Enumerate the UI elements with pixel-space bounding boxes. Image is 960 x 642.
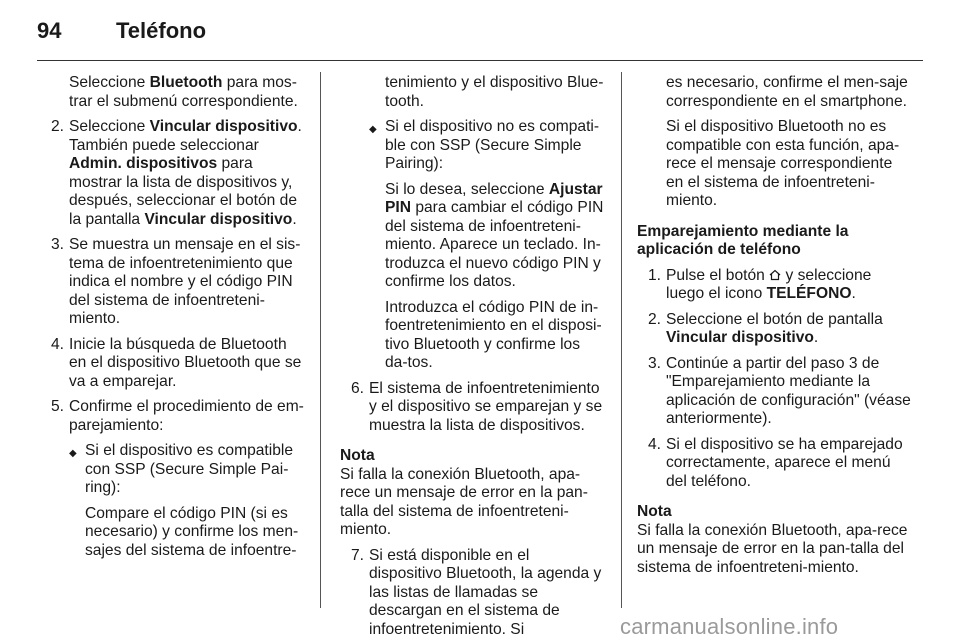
watermark: carmanualsonline.info <box>620 614 839 639</box>
header-divider <box>37 60 923 61</box>
app-step-4: 4. Si el dispositivo se ha emparejado correctamente, aparece el menú del teléfono. <box>647 435 903 490</box>
home-icon <box>769 268 781 280</box>
bullet-sub-text: Compare el código PIN (si es necesario) y confirme los men-sajes del sistema de infoentre- <box>85 504 299 559</box>
step-6: 6. El sistema de infoentretenimiento y el dispositivo se emparejan y se muestra la lista de dispositivos. <box>350 379 603 434</box>
note-title: Nota <box>637 503 672 520</box>
continued-text: es necesario, confirme el men-saje correspondiente en el smartphone. <box>666 74 908 110</box>
section-heading: Emparejamiento mediante la aplicación de teléfono <box>637 222 849 258</box>
app-step-1: 1. Pulse el botón y seleccione luego el icono TELÉFONO. <box>647 266 872 302</box>
page-header <box>0 0 960 62</box>
intro-paragraph: Seleccione Bluetooth para mos-trar el submenú correspondiente. <box>69 74 298 110</box>
note-title: Nota <box>340 447 375 464</box>
page-title: Teléfono <box>116 18 207 43</box>
app-step-3: 3. Continúe a partir del paso 3 de "Emparejamiento mediante la aplicación de configuración" (véase anteriormente). <box>647 354 911 427</box>
step-7: 7. Si está disponible en el dispositivo Bluetooth, la agenda y las listas de llamadas se descargan en el sistema de infoentretenimiento. Si <box>350 546 602 638</box>
page-number: 94 <box>37 18 62 43</box>
bullet-ssp-compatible: ◆ Si el dispositivo es compatible con SSP (Secure Simple Pai-ring): <box>69 442 294 496</box>
step-2: 2. Seleccione Vincular dispositivo. También puede seleccionar Admin. dispositivos para mostrar la lista de dispositivos y, después, seleccionar el botón de la pantalla Vincular dispositivo. <box>50 118 302 228</box>
column-3 <box>637 74 912 577</box>
continued-text-2: Si el dispositivo Bluetooth no es compatible con esta función, apa-rece el mensaje correspondiente en el sistema de infoentreteni-miento. <box>666 118 900 209</box>
bullet-sub-text-1: Si lo desea, seleccione Ajustar PIN para cambiar el código PIN del sistema de infoentreteni-miento. Aparece un teclado. In-troduzca el nuevo código PIN y confirme los datos. <box>385 180 604 290</box>
column-2 <box>340 74 606 639</box>
bullet-sub-text-2: Introduzca el código PIN de in-foentretenimiento en el disposi-tivo Bluetooth y confirme los da-tos. <box>385 298 602 371</box>
step-3: 3. Se muestra un mensaje en el sis-tema de infoentretenimiento que indica el nombre y el código PIN del sistema de infoentreteni-miento. <box>50 236 301 327</box>
column-divider-2 <box>621 72 622 608</box>
bullet-ssp-not-compatible: ◆ Si el dispositivo no es compati-ble con SSP (Secure Simple Pairing): <box>369 118 600 172</box>
column-1 <box>40 74 306 560</box>
diamond-bullet-icon: ◆ <box>69 448 77 459</box>
column-divider-1 <box>320 72 321 608</box>
app-step-2: 2. Seleccione el botón de pantalla Vincular dispositivo. <box>647 310 883 346</box>
note-text: Si falla la conexión Bluetooth, apa-rece un mensaje de error en la pan-talla del sistema de infoentreteni-miento. <box>340 465 588 538</box>
step-4: 4. Inicie la búsqueda de Bluetooth en el dispositivo Bluetooth que se va a emparejar. <box>50 335 302 390</box>
diamond-bullet-icon: ◆ <box>369 124 377 135</box>
step-5: 5. Confirme el procedimiento de em-parejamiento: <box>50 398 304 434</box>
continued-text: tenimiento y el dispositivo Blue-tooth. <box>385 74 604 110</box>
note-text: Si falla la conexión Bluetooth, apa-rece un mensaje de error en la pan-talla del sistema de infoentreteni-miento. <box>637 521 908 576</box>
